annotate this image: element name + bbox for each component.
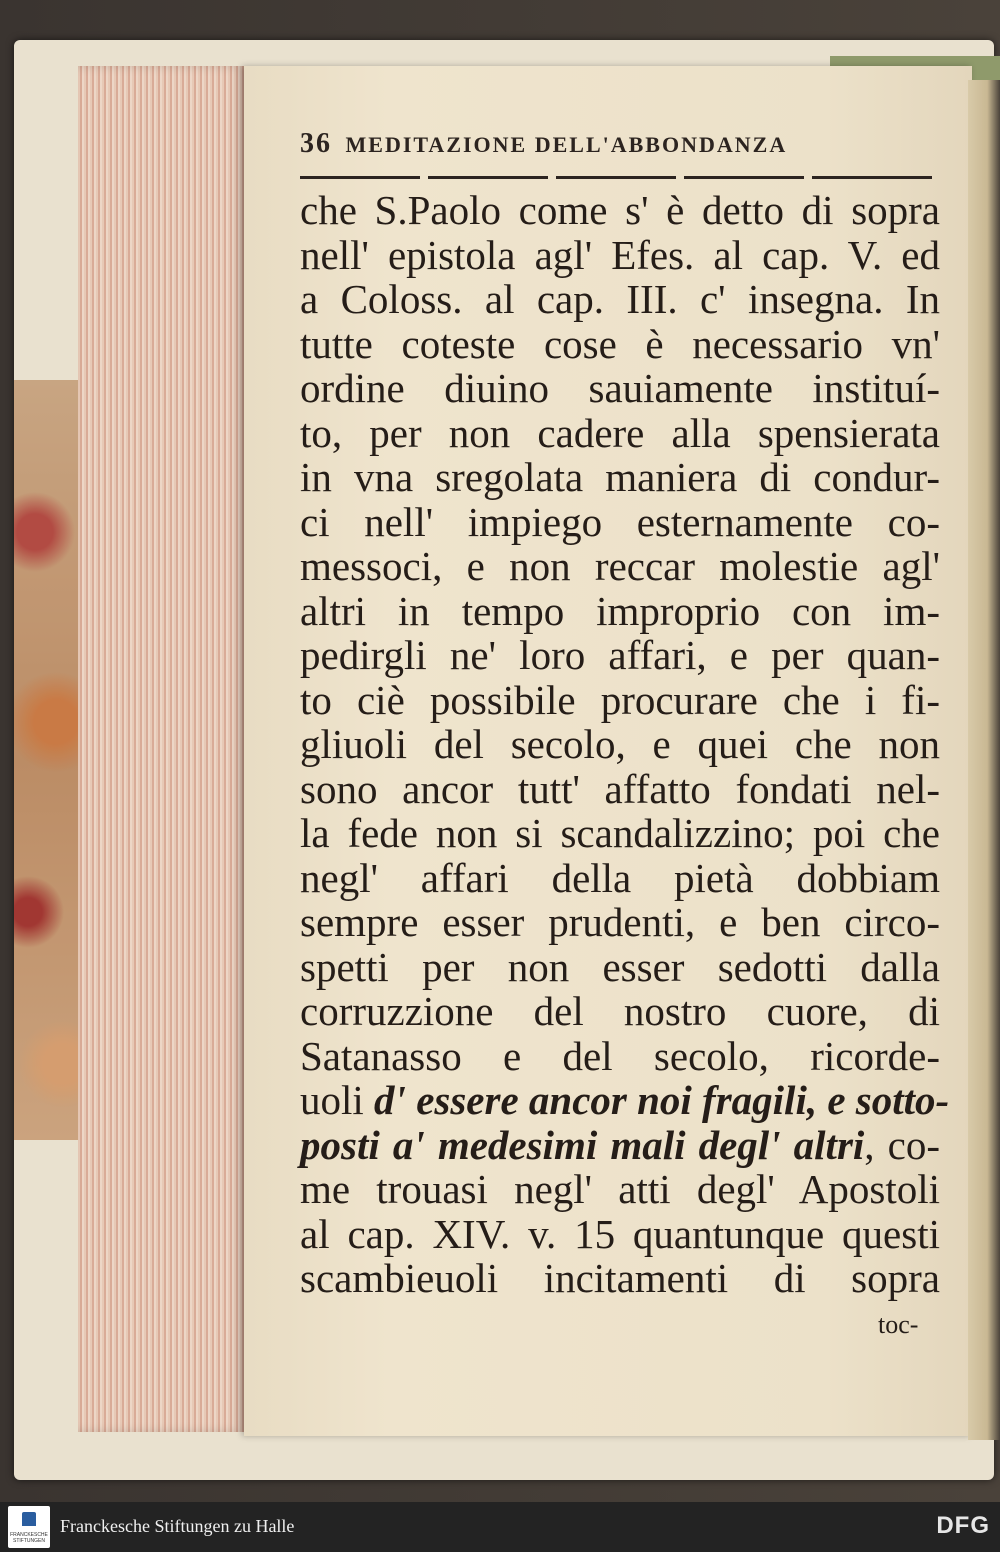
text-line: al cap. XIV. v. 15 quantunque questi bbox=[300, 1210, 940, 1257]
running-title: MEDITAZIONE DELL'ABBONDANZA bbox=[345, 132, 788, 157]
text-line: ordine diuino sauiamente instituí- bbox=[300, 365, 940, 411]
institution-logo[interactable] bbox=[8, 1506, 50, 1548]
text-line: la fede non si scandalizzino; poi che bbox=[300, 810, 940, 856]
marbled-endpaper bbox=[14, 380, 84, 1140]
text-line: altri in tempo improprio con im- bbox=[300, 587, 940, 634]
header-rule bbox=[300, 176, 938, 179]
roman-run: uoli bbox=[300, 1077, 375, 1123]
logo-text: FRANCKESCHE STIFTUNGEN bbox=[10, 1532, 48, 1544]
text-line: to, per non cadere alla spensierata bbox=[300, 409, 940, 456]
building-icon bbox=[22, 1512, 36, 1526]
page-gutter bbox=[968, 80, 1000, 1440]
body-text bbox=[300, 187, 950, 1301]
text-line: gliuoli del secolo, e quei che non bbox=[300, 721, 940, 767]
text-line: Satanasso e del secolo, ricorde- bbox=[300, 1032, 940, 1079]
text-line: spetti per non esser sedotti dalla bbox=[300, 943, 940, 990]
text-line: nell' epistola agl' Efes. al cap. V. ed bbox=[300, 231, 940, 278]
text-line: pedirgli ne' loro affari, e per quan- bbox=[300, 632, 940, 678]
text-line: sono ancor tutt' affatto fondati nel- bbox=[300, 765, 940, 812]
running-header bbox=[300, 128, 940, 160]
text-line: scambieuoli incitamenti di sopra bbox=[300, 1255, 940, 1301]
text-line: a Coloss. al cap. III. c' insegna. In bbox=[300, 276, 940, 322]
text-line: sempre esser prudenti, e ben circo- bbox=[300, 899, 940, 945]
text-line: che S.Paolo come s' è detto di sopra bbox=[300, 187, 940, 233]
footer-bar bbox=[0, 1502, 1000, 1552]
dfg-logo[interactable]: DFG bbox=[936, 1512, 990, 1539]
text-line: ci nell' impiego esternamente co- bbox=[300, 498, 940, 545]
roman-run: , co- bbox=[864, 1121, 940, 1168]
text-line: messoci, e non reccar molestie agl' bbox=[300, 543, 940, 589]
italic-run: posti a' medesimi mali degl' altri bbox=[300, 1121, 865, 1168]
text-line-mixed bbox=[300, 1077, 950, 1123]
page-number: 36 bbox=[300, 128, 332, 159]
text-line: to ciè possibile procurare che i fi- bbox=[300, 676, 940, 723]
italic-run: d' essere ancor noi fragili, e sotto- bbox=[374, 1077, 950, 1123]
catchword: toc- bbox=[878, 1310, 919, 1339]
text-line: corruzzione del nostro cuore, di bbox=[300, 988, 940, 1034]
text-line: tutte coteste cose è necessario vn' bbox=[300, 320, 940, 367]
text-line: in vna sregolata maniera di condur- bbox=[300, 454, 940, 500]
text-line-mixed bbox=[300, 1123, 940, 1168]
page-edges bbox=[78, 66, 244, 1432]
institution-name[interactable]: Franckesche Stiftungen zu Halle bbox=[60, 1516, 295, 1536]
text-line: negl' affari della pietà dobbiam bbox=[300, 854, 940, 901]
text-line: me trouasi negl' atti degl' Apostoli bbox=[300, 1166, 940, 1212]
